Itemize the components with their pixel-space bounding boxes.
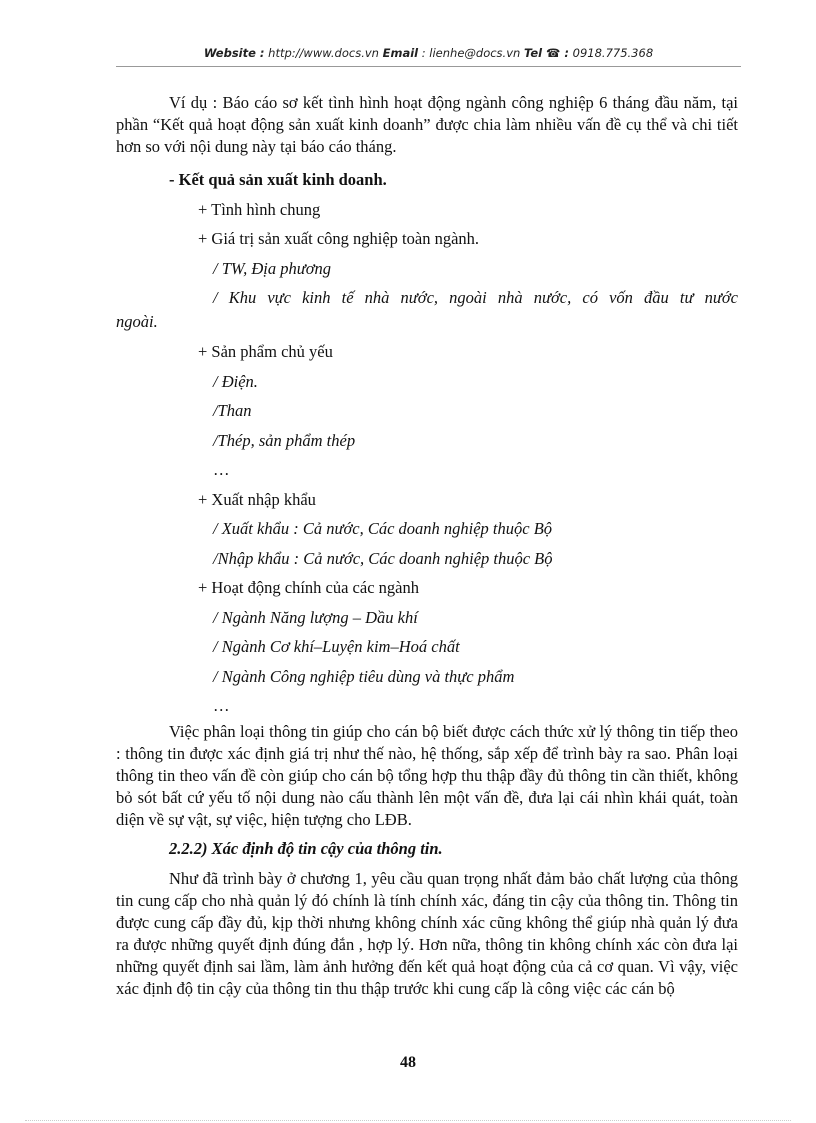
outline-subitem: / Xuất khẩu : Cả nước, Các doanh nghiệp thuộc Bộ — [213, 519, 553, 538]
page-body — [116, 92, 738, 1007]
website-label: Website : — [203, 46, 265, 60]
page-header — [116, 46, 741, 60]
outline-subitem: /Nhập khẩu : Cả nước, Các doanh nghiệp thuộc Bộ — [213, 548, 553, 568]
website-value: http://www.docs.vn — [264, 46, 383, 60]
email-value: : lienhe@docs.vn — [418, 46, 524, 60]
outline-subitem: / Ngành Công nghiệp tiêu dùng và thực phẩm — [213, 666, 515, 686]
outline-item-products: + Sản phẩm chủ yếu — [198, 342, 333, 361]
page-number: 48 — [400, 1054, 416, 1071]
outline-item-activities: + Hoạt động chính của các ngành — [198, 578, 419, 597]
email-label: Email — [382, 46, 419, 60]
reliability-paragraph: Như đã trình bày ở chương 1, yêu cầu quan trọng nhất đảm bảo chất lượng của thông tin cung cấp cho nhà quản lý đó chính là tính chính xác, đáng tin cậy của thông tin. Thông tin được cung cấp đầy đủ, kịp thời nhưng không chính xác cũng không thể giúp nhà quản lý đưa ra được những quyết định đúng đắn , hợp lý. Hơn nữa, thông tin không chính xác còn đưa lại những quyết định sai lầm, làm ảnh hưởng đến kết quả hoạt động của cả cơ quan. Vì vậy, việc xác định độ tin cậy của thông tin thu thập trước khi cung cấp là công việc các cán bộ — [116, 868, 738, 998]
intro-paragraph: Ví dụ : Báo cáo sơ kết tình hình hoạt động ngành công nghiệp 6 tháng đầu năm, tại phần “Kết quả hoạt động sản xuất kinh doanh” được chia làm nhiều vấn đề cụ thể và chi tiết hơn so với nội dung này tại báo cáo tháng. — [116, 93, 738, 156]
outline-ellipsis: … — [213, 460, 230, 479]
outline-item-general: + Tình hình chung — [198, 199, 321, 219]
outline-subitem: / Ngành Cơ khí–Luyện kim–Hoá chất — [213, 637, 460, 656]
header-divider — [116, 66, 741, 67]
outline-subitem-wrapped: / Khu vực kinh tế nhà nước, ngoài nhà nước, có vốn đầu tư nước — [213, 288, 738, 307]
tel-label: Tel ☎ : — [523, 46, 569, 60]
footer-divider — [25, 1120, 791, 1121]
outline-subitem: /Than — [213, 401, 252, 420]
tel-value: 0918.775.368 — [569, 46, 654, 60]
outline-ellipsis: … — [213, 696, 230, 715]
outline-subitem: /Thép, sản phẩm thép — [213, 430, 356, 450]
outline-heading: - Kết quả sản xuất kinh doanh. — [169, 170, 387, 189]
outline-subitem: / Điện. — [213, 371, 258, 391]
outline-subitem: / TW, Địa phương — [213, 258, 332, 278]
section-heading: 2.2.2) Xác định độ tin cậy của thông tin. — [169, 838, 443, 858]
outline-subitem-wrapped-end: ngoài. — [116, 312, 158, 331]
outline-item-value: + Giá trị sản xuất công nghiệp toàn ngành. — [198, 229, 480, 248]
outline-item-trade: + Xuất nhập khẩu — [198, 489, 316, 509]
classification-paragraph: Việc phân loại thông tin giúp cho cán bộ biết được cách thức xử lý thông tin tiếp theo : thông tin được xác định giá trị như thế nào, hệ thống, sắp xếp để trình bày ra sao. Phân loại thông tin theo vấn đề còn giúp cho cán bộ tổng hợp thu thập đầy đủ thông tin cần thiết, không bỏ sót bất cứ yếu tố nội dung nào cấu thành lên một vấn đề, đưa lại cái nhìn khái quát, toàn diện về sự vật, sự việc, hiện tượng cho LĐB. — [116, 721, 738, 829]
outline-subitem: / Ngành Năng lượng – Dầu khí — [213, 607, 418, 627]
